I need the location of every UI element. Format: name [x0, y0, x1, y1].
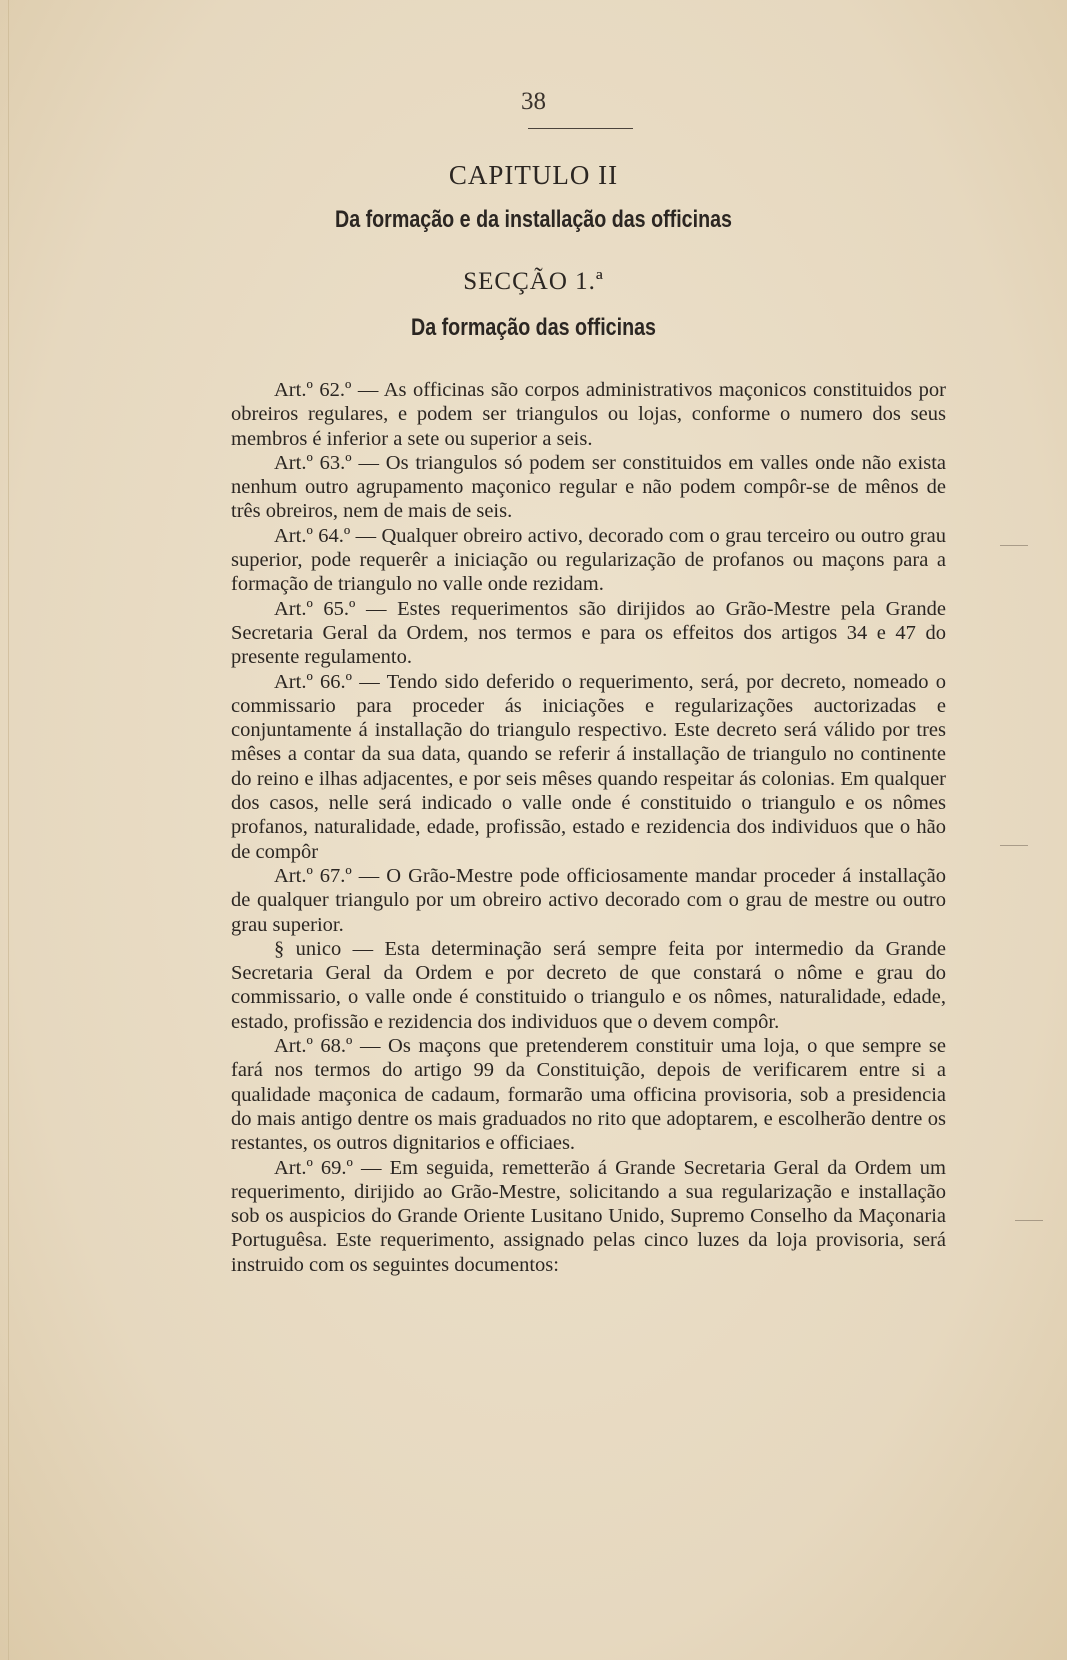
binding-edge	[8, 0, 9, 1660]
paragraph-unico: § unico — Esta determinação será sempre feita por intermedio da Grande Secretaria Geral da Ordem e por decreto de que constará o nôme e grau do commissario, o valle onde é constituido o triangulo e os nômes, naturalidade, edade, estado, profissão e rezidencia dos individuos que o devem compôr.	[231, 937, 946, 1033]
page-blemish	[1000, 845, 1028, 854]
paragraph-art-63: Art.º 63.º — Os triangulos só podem ser constituidos em valles onde não exista nenhum outro agrupamento maçonico regular e não podem compôr-se de mênos de três obreiros, nem de mais de seis.	[231, 451, 946, 523]
chapter-heading: CAPITULO II	[448, 160, 619, 190]
paragraph-art-68: Art.º 68.º — Os maçons que pretenderem constituir uma loja, o que sempre se fará nos termos do artigo 99 da Constituição, depois de verificarem entre si a qualidade maçonica de cadaum, formarão uma officina provisoria, sob a presidencia do mais antigo dentre os mais graduados no rito que adoptarem, e escolherão dentre os restantes, os outros dignitarios e officiaes.	[231, 1035, 946, 1155]
section-heading: SECÇÃO 1.ª	[463, 268, 604, 295]
chapter-title: Da formação e da installação das officinas	[334, 206, 733, 233]
paragraph-art-64: Art.º 64.º — Qualquer obreiro activo, decorado com o grau terceiro ou outro grau superior, pode requerêr a iniciação ou regularização de profanos ou maçons para a formação de triangulo no valle onde rezidam.	[231, 524, 946, 596]
paragraph-art-65: Art.º 65.º — Estes requerimentos são dirijidos ao Grão-Mestre pela Grande Secretaria Geral da Ordem, nos termos e para os effeitos dos artigos 34 e 47 do presente regulamento.	[231, 597, 946, 669]
page-blemish	[1000, 545, 1028, 554]
page-blemish	[1015, 1220, 1043, 1229]
header-rule	[528, 128, 633, 129]
section-title: Da formação das officinas	[410, 314, 656, 341]
body-text	[231, 378, 946, 1277]
paragraph-art-69: Art.º 69.º — Em seguida, remetterão á Grande Secretaria Geral da Ordem um requerimento, dirijido ao Grão-Mestre, solicitando a sua regularização e installação sob os auspicios do Grande Oriente Lusitano Unido, Supremo Conselho da Maçonaria Portuguêsa. Este requerimento, assignado pelas cinco luzes da loja provisoria, será instruido com os seguintes documentos:	[231, 1156, 946, 1276]
paragraph-art-67: Art.º 67.º — O Grão-Mestre pode officiosamente mandar proceder á installação de qualquer triangulo por um obreiro activo decorado com o grau de mestre ou outro grau superior.	[231, 864, 946, 936]
paragraph-art-66: Art.º 66.º — Tendo sido deferido o requerimento, será, por decreto, nomeado o commissario para proceder ás iniciações e regularizações auctorizadas e conjuntamente á installação do triangulo respectivo. Este decreto será válido por tres mêses a contar da sua data, quando se referir á installação de triangulo no continente do reino e ilhas adjacentes, e por seis mêses quando respeitar ás colonias. Em qualquer dos casos, nelle será indicado o valle onde é constituido o triangulo e os nômes profanos, naturalidade, edade, profissão, estado e rezidencia dos individuos que o hão de compôr	[231, 670, 946, 863]
page-number: 38	[521, 88, 546, 115]
paragraph-art-62: Art.º 62.º — As officinas são corpos administrativos maçonicos constituidos por obreiros regulares, e podem ser triangulos ou lojas, conforme o numero dos seus membros é inferior a sete ou superior a seis.	[231, 379, 946, 450]
